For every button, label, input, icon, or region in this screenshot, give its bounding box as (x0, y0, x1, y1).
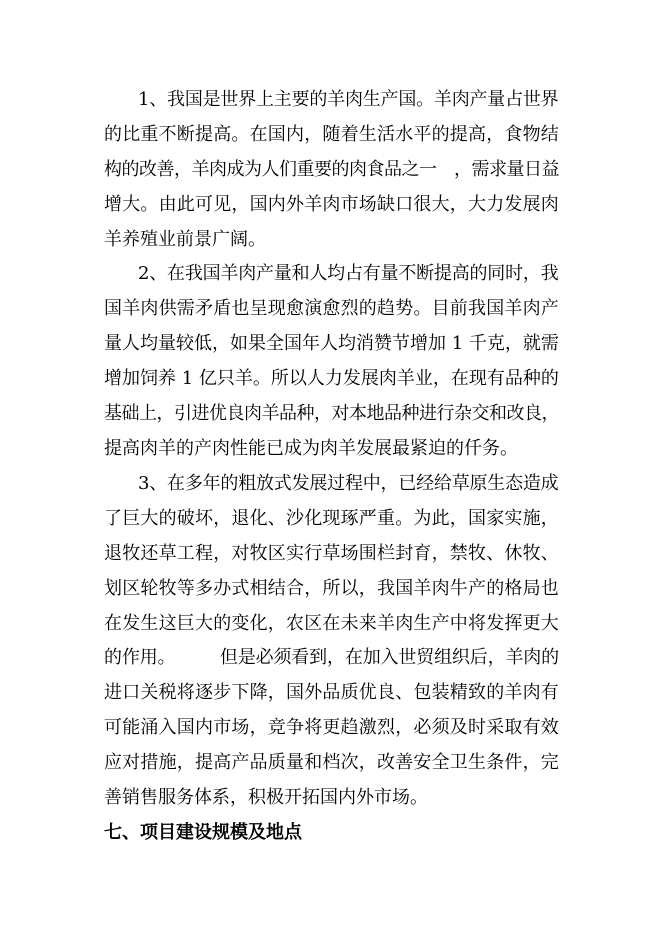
text-line: 量人均量较低，如果全国年人均消赞节增加 1 千克，就需 (104, 333, 559, 354)
section-heading: 七、项目建设规模及地点 (104, 822, 302, 843)
text-line: 退牧还草工程，对牧区实行草场围栏封育，禁牧、休牧、 (104, 543, 559, 564)
text-line: 在发生这巨大的变化，农区在未来羊肉生产中将发挥更大 (104, 613, 559, 634)
text-line: 增大。由此可见，国内外羊肉市场缺口很大，大力发展肉 (104, 194, 559, 215)
text-line: 增加饲养 1 亿只羊。所以人力发展肉羊业，在现有品种的 (104, 368, 559, 389)
text-line: 3、在多年的粗放式发展过程中，已经给草原生态造成 (138, 473, 559, 494)
text-line: 的作用。 但是必须看到，在加入世贸组织后，羊肉的 (104, 647, 559, 668)
text-line: 划区轮牧等多办式相结合，所以，我国羊肉牛产的格局也 (104, 578, 559, 599)
text-line: 善销售服务体系，积极开拓国内外市场。 (104, 787, 428, 808)
text-line: 羊养殖业前景广阔。 (104, 229, 266, 250)
text-line: 2、在我国羊肉产量和人均占有量不断提高的同时，我 (138, 263, 559, 284)
text-line: 基础上，引进优良肉羊品种，对本地品种进行杂交和改良， (104, 403, 559, 424)
text-line: 的比重不断提高。在国内，随着生活水平的提高，食物结 (104, 124, 559, 145)
text-line: 提高肉羊的产肉性能已成为肉羊发展最紧迫的仟务。 (104, 438, 518, 459)
text-line: 进口关税将逐步下降，国外品质优良、包装精致的羊肉有 (104, 682, 559, 703)
text-line: 国羊肉供需矛盾也呈现愈演愈烈的趋势。目前我国羊肉产 (104, 298, 559, 319)
text-line: 构的改善，羊肉成为人们重要的肉食品之一 ，需求量日益 (104, 159, 559, 180)
text-line: 可能涌入国内市场，竞争将更趋激烈，必须及时采取有效 (104, 717, 559, 738)
text-line: 应对措施，提高产品质量和档次，改善安全卫生条件，完 (104, 752, 559, 773)
text-line: 1、我国是世界上主要的羊肉生产国。羊肉产量占世界 (138, 89, 559, 110)
text-line: 了巨大的破坏，退化、沙化现琢严重。为此，国家实施， (104, 508, 559, 529)
